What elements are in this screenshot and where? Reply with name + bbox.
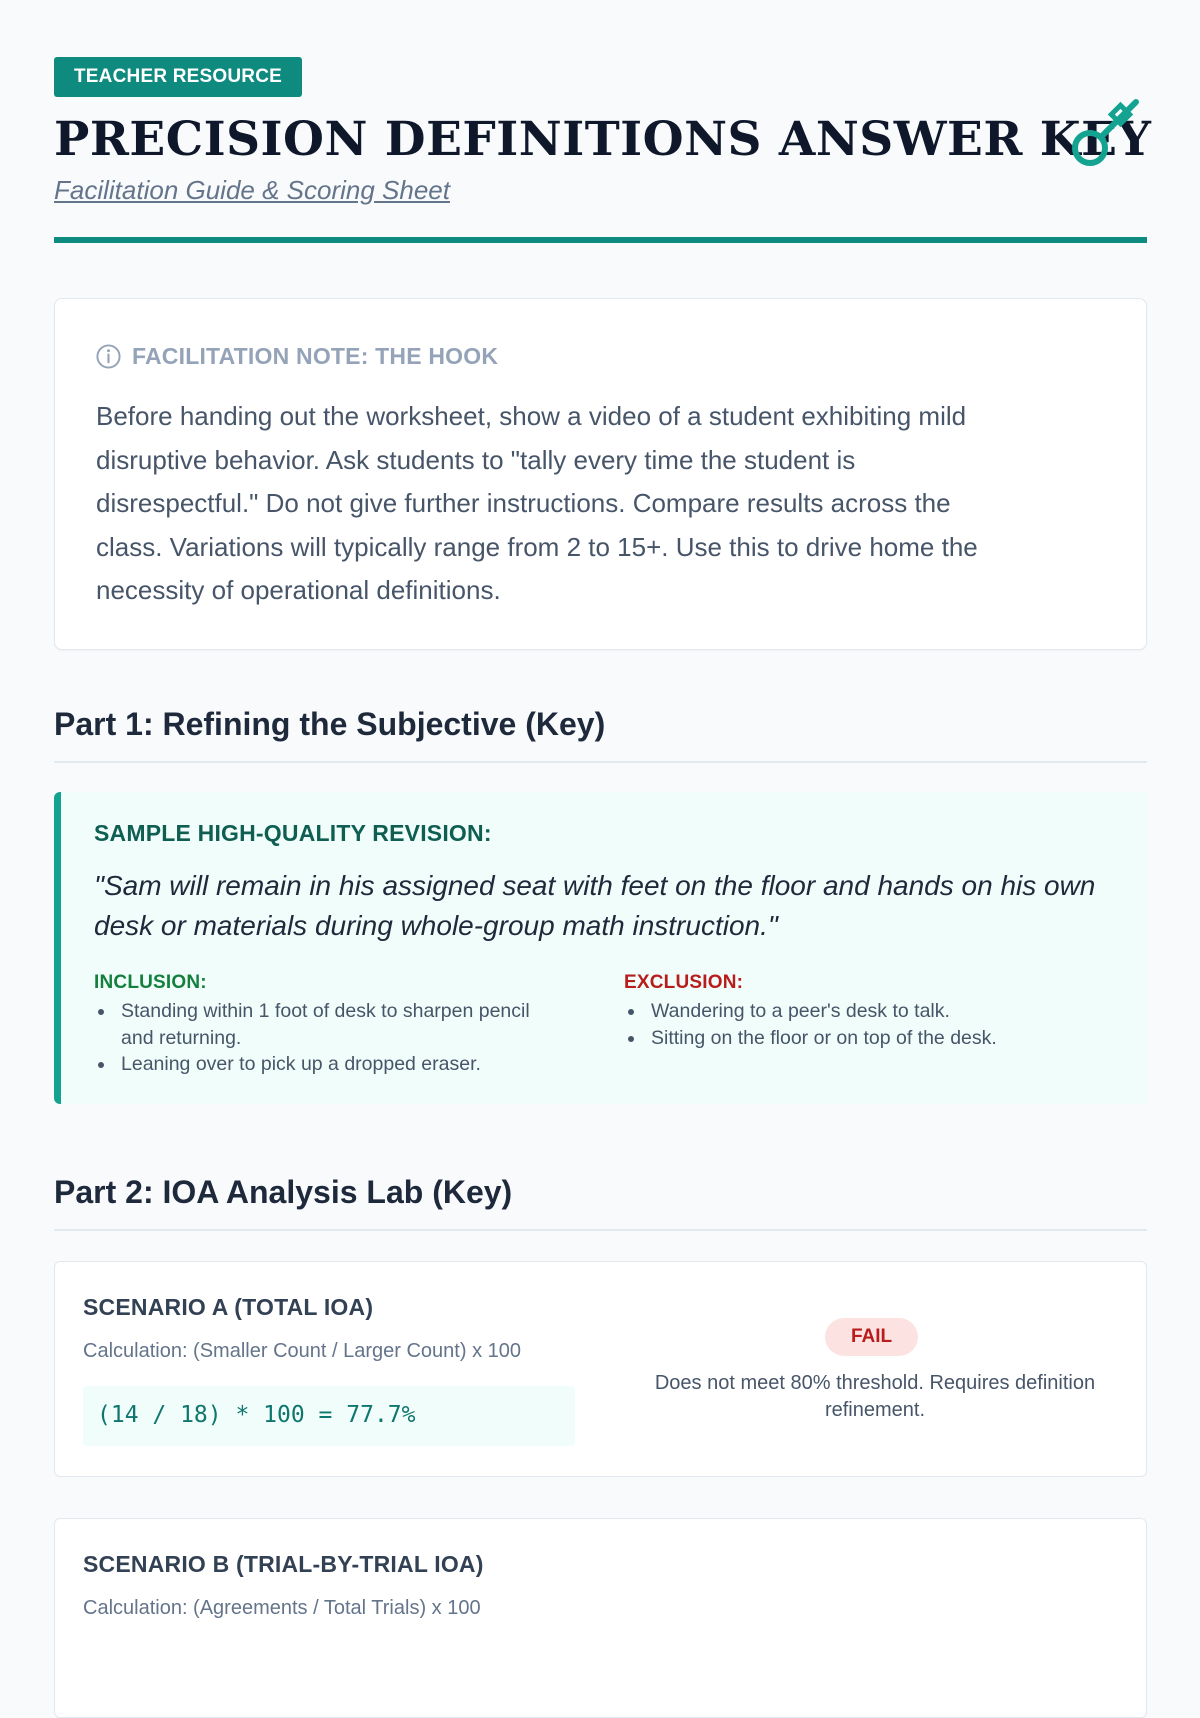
key-icon [1070,92,1146,168]
inclusion-list [94,998,584,1078]
page-title: PRECISION DEFINITIONS ANSWER KEY [54,112,1152,167]
part2-heading: Part 2: IOA Analysis Lab (Key) [54,1174,1147,1231]
part1-heading: Part 1: Refining the Subjective (Key) [54,706,1147,763]
quote-line: "Sam will remain in his assigned seat with feet on the floor and hands on his own [94,870,1096,901]
facilitation-note-label: FACILITATION NOTE: THE HOOK [132,343,499,369]
hook-line: class. Variations will typically range from 2 to 15+. Use this to drive home the [96,531,978,562]
sample-revision-box [54,792,1147,1104]
hook-line: necessity of operational definitions. [96,575,501,605]
list-item [624,1025,1114,1052]
scenario-a-title: SCENARIO A (TOTAL IOA) [83,1294,374,1320]
exclusion-column [624,972,1114,1051]
facilitation-note-card [54,298,1147,650]
scenario-b-card [54,1518,1147,1718]
exclusion-list [624,998,1114,1051]
note-line: refinement. [824,1398,926,1421]
note-line: Does not meet 80% threshold. Requires definition [654,1372,1096,1394]
scenario-b-calculation: Calculation: (Agreements / Total Trials) x 100 [83,1597,481,1619]
list-item-text: Leaning over to pick up a dropped eraser. [121,1053,481,1075]
hook-line: Before handing out the worksheet, show a video of a student exhibiting mild [96,401,967,431]
exclusion-label: EXCLUSION: [624,972,744,993]
quote-line: desk or materials during whole-group math instruction." [94,910,778,941]
list-item-text: Standing within 1 foot of desk to sharpen pencil [121,1000,530,1022]
list-item-text: Wandering to a peer's desk to talk. [651,1000,950,1022]
status-badge: FAIL [825,1318,918,1356]
list-item [624,998,1114,1025]
hook-line: disrespectful." Do not give further instructions. Compare results across the [96,488,951,518]
revision-quote [94,866,1134,946]
page-subtitle: Facilitation Guide & Scoring Sheet [54,175,450,205]
inclusion-column [94,972,584,1078]
list-item-text: Sitting on the floor or on top of the desk. [651,1026,997,1049]
facilitation-note-heading [95,343,498,370]
header-divider [54,237,1147,243]
scenario-a-calculation: Calculation: (Smaller Count / Larger Count) x 100 [83,1340,521,1362]
teacher-resource-badge: TEACHER RESOURCE [54,57,302,97]
revision-label: SAMPLE HIGH-QUALITY REVISION: [94,820,492,846]
info-icon [95,343,122,370]
scenario-a-note [630,1370,1120,1423]
scenario-a-formula: (14 / 18) * 100 = 77.7% [83,1386,575,1446]
scenario-b-title: SCENARIO B (TRIAL-BY-TRIAL IOA) [83,1551,484,1577]
list-item [94,998,584,1051]
hook-line: disruptive behavior. Ask students to "tally every time the student is [96,444,856,475]
facilitation-note-text [96,395,1096,613]
list-item [94,1051,584,1078]
inclusion-label: INCLUSION: [94,972,207,993]
scenario-a-card [54,1261,1147,1477]
list-item-text: and returning. [121,1026,242,1049]
